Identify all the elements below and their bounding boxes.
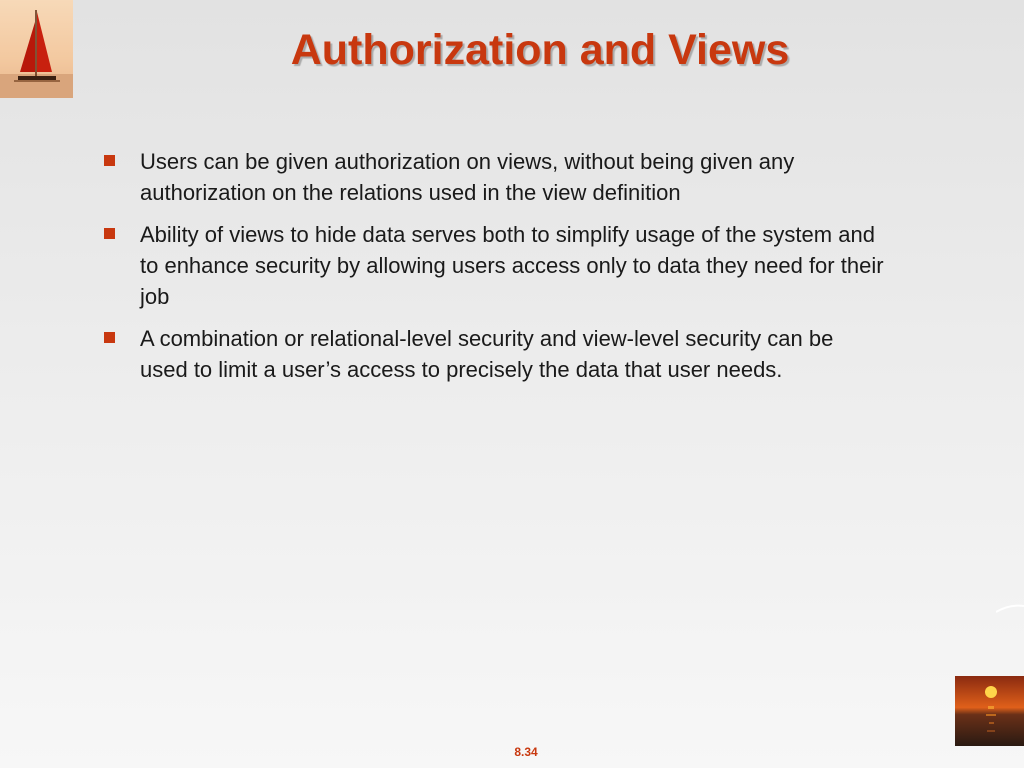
bullet-item	[104, 219, 884, 312]
swoosh-decoration	[996, 604, 1024, 614]
square-bullet-icon	[104, 332, 115, 343]
bullet-item	[104, 146, 884, 208]
square-bullet-icon	[104, 228, 115, 239]
bullet-text: Ability of views to hide data serves both to simplify usage of the system and to enhance security by allowing users access only to data they need for their job	[140, 222, 884, 309]
slide-title: Authorization and Views	[290, 26, 790, 74]
bullet-text: A combination or relational-level security and view-level security can be used to limit a user’s access to precisely the data that user needs.	[140, 326, 834, 382]
page-number: 8.34	[514, 745, 538, 759]
bullet-text: Users can be given authorization on views, without being given any authorization on the relations used in the view definition	[140, 149, 795, 205]
bullet-item	[104, 323, 884, 385]
sailboat-icon	[0, 0, 73, 98]
square-bullet-icon	[104, 155, 115, 166]
bullet-list	[104, 146, 884, 396]
sunset-icon	[955, 676, 1024, 746]
